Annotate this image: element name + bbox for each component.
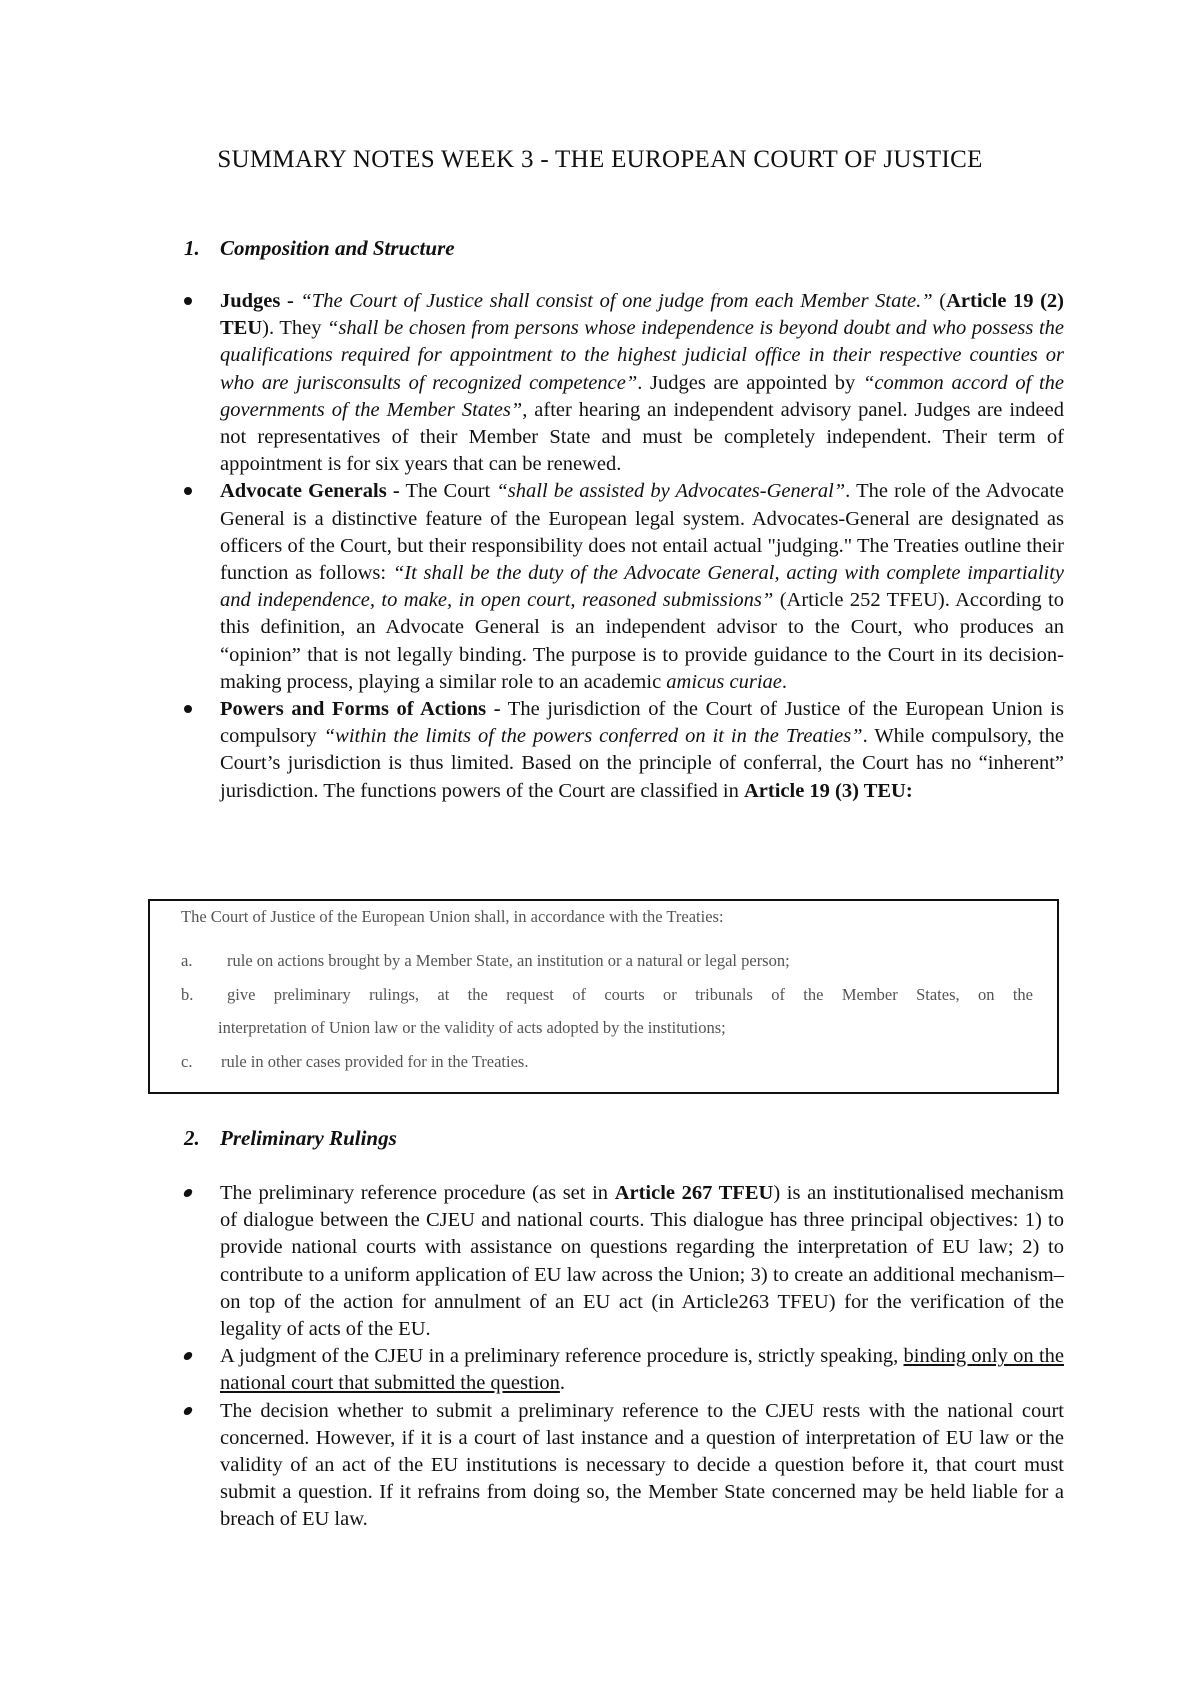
section-number: 2. bbox=[184, 1126, 200, 1150]
section-number: 1. bbox=[184, 236, 200, 260]
section-title: Composition and Structure bbox=[220, 236, 455, 260]
bullet-icon bbox=[183, 1189, 194, 1197]
bullet-icon bbox=[184, 705, 192, 713]
preliminary-rulings-bullet-list bbox=[184, 1180, 1064, 1534]
quote-intro: The Court of Justice of the European Union shall, in accordance with the Treaties: bbox=[181, 907, 724, 926]
list-item-judges: Judges - “The Court of Justice shall consist of one judge from each Member State.” (Article 19 (2) TEU). They “shall be chosen from persons whose independence is beyond doubt and who possess the qualifications required for appointment to the highest judicial office in their respective counties or who are jurisconsults of recognized competence”. Judges are appointed by “common accord of the governments of the Member States”, after hearing an independent advisory panel. Judges are indeed not representatives of their Member State and must be completely independent. Their term of appointment is for six years that can be renewed. bbox=[184, 288, 1064, 478]
judges-quote-composition: “The Court of Justice shall consist of one judge from each Member State.” bbox=[300, 290, 933, 312]
powers-article-ref: Article 19 (3) TEU: bbox=[743, 779, 913, 802]
list-item-submission: The decision whether to submit a preliminary reference to the CJEU rests with the national court concerned. However, if it is a court of last instance and a question of interpretation of EU law or the validity of an act of the EU institutions is necessary to decide a question before it, that court must submit a question. If it refrains from doing so, the Member State concerned may be held liable for a breach of EU law. bbox=[184, 1398, 1064, 1534]
powers-label: Powers and Forms of Actions - bbox=[220, 698, 501, 721]
judges-quote-appointment: “common accord of the governments of the Member States” bbox=[220, 371, 1065, 421]
article-267-ref: Article 267 TFEU bbox=[614, 1182, 774, 1204]
judges-article-ref: Article 19 (2) TEU bbox=[220, 290, 1065, 340]
list-item-binding: A judgment of the CJEU in a preliminary reference procedure is, strictly speaking, binding only on the national court that submitted the question. bbox=[184, 1343, 1064, 1397]
binding-underlined-text: binding only on the national court that submitted the question bbox=[220, 1345, 1064, 1395]
page-title: SUMMARY NOTES WEEK 3 - THE EUROPEAN COURT OF JUSTICE bbox=[217, 146, 983, 173]
list-item-advocate-generals: Advocate Generals - The Court “shall be assisted by Advocates-General”. The role of the Advocate General is a distinctive feature of the European legal system. Advocates-General are designated as officers of the Court, but their responsibility does not entail actual "judging." The Treaties outline their function as follows: “It shall be the duty of the Advocate General, acting with complete impartiality and independence, to make, in open court, reasoned submissions” (Article 252 TFEU). According to this definition, an Advocate General is an independent advisor to the Court, who produces an “opinion” that is not legally binding. The purpose is to provide guidance to the Court in its decision-making process, playing a similar role to an academic amicus curiae. bbox=[184, 478, 1064, 696]
section-title: Preliminary Rulings bbox=[220, 1126, 397, 1150]
article-quote-box: The Court of Justice of the European Union shall, in accordance with the Treaties: a. rule on actions brought by a Member State, an institution or a natural or legal person; b. give preliminary rulings, at the request of courts or tribunals of the Member States, on the interpretation of Union law or the validity of acts adopted by the institutions; c. rule in other cases provided for in the Treaties. bbox=[148, 899, 1059, 1094]
bullet-icon bbox=[183, 1352, 194, 1360]
section-heading-composition bbox=[184, 236, 455, 261]
section-heading-preliminary-rulings bbox=[184, 1126, 397, 1151]
list-item-powers: Powers and Forms of Actions - The jurisdiction of the Court of Justice of the European Union is compulsory “within the limits of the powers conferred on it in the Treaties”. While compulsory, the Court’s jurisdiction is thus limited. Based on the principle of conferral, the Court has no “inherent” jurisdiction. The functions powers of the Court are classified in Article 19 (3) TEU: bbox=[184, 696, 1064, 805]
bullet-icon bbox=[183, 1407, 194, 1415]
composition-bullet-list bbox=[184, 288, 1064, 805]
bullet-icon bbox=[184, 487, 192, 495]
advocates-label: Advocate Generals - bbox=[220, 480, 400, 503]
judges-label: Judges - bbox=[220, 290, 294, 312]
quote-item-b-continuation: interpretation of Union law or the validity of acts adopted by the institutions; bbox=[218, 1018, 726, 1037]
bullet-icon bbox=[184, 297, 192, 305]
judges-quote-qualifications: “shall be chosen from persons whose independence is beyond doubt and who possess the qualifications required for appointment to the highest judicial office in their respective counties or who are jurisconsults of recognized competence” bbox=[220, 317, 1065, 394]
list-item-procedure: The preliminary reference procedure (as set in Article 267 TFEU) is an institutionalised mechanism of dialogue between the CJEU and national courts. This dialogue has three principal objectives: 1) to provide national courts with assistance on questions regarding the interpretation of EU law; 2) to contribute to a uniform application of EU law across the Union; 3) to create an additional mechanism–on top of the action for annulment of an EU act (in Article263 TFEU) for the verification of the legality of acts of the EU. bbox=[184, 1180, 1064, 1343]
